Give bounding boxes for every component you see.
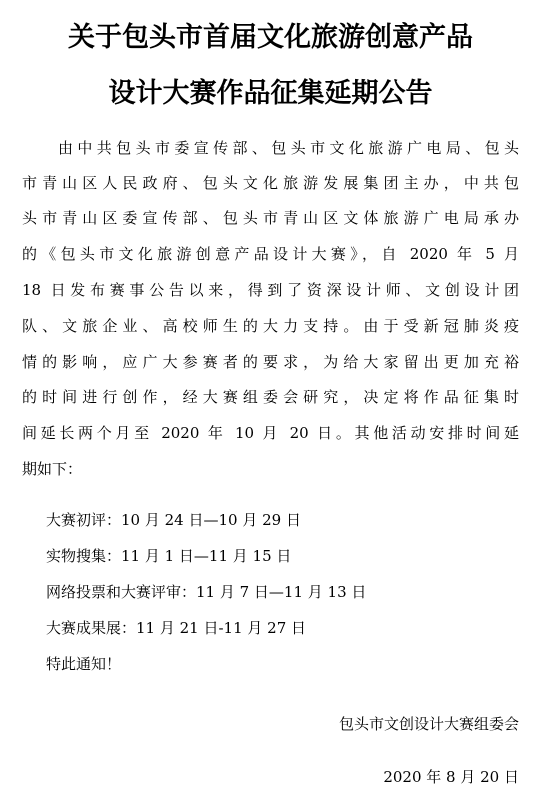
body-paragraph-line: 由中共包头市委宣传部、包头市文化旅游广电局、包头	[58, 139, 519, 157]
body-paragraph-line: 头市青山区委宣传部、包头市青山区文体旅游广电局承办	[22, 209, 519, 227]
schedule-item: 实物搜集：11 月 1 日—11 月 15 日	[46, 547, 292, 565]
signature-organizer: 包头市文创设计大赛组委会	[338, 715, 519, 733]
body-paragraph-line: 队、文旅企业、高校师生的大力支持。由于受新冠肺炎疫	[22, 317, 519, 335]
signature-date: 2020 年 8 月 20 日	[383, 768, 519, 786]
title-line-1: 关于包头市首届文化旅游创意产品	[68, 22, 473, 53]
body-paragraph-line: 间延长两个月至 2020 年 10 月 20 日。其他活动安排时间延	[22, 424, 519, 442]
body-paragraph-line: 市青山区人民政府、包头文化旅游发展集团主办，中共包	[22, 174, 519, 192]
closing-notice: 特此通知！	[46, 655, 122, 673]
body-paragraph-line: 的《包头市文化旅游创意产品设计大赛》，自 2020 年 5 月	[22, 245, 519, 263]
schedule-item: 大赛成果展：11 月 21 日-11 月 27 日	[46, 619, 307, 637]
body-paragraph-line: 情的影响，应广大参赛者的要求，为给大家留出更加充裕	[22, 353, 519, 371]
body-paragraph-line: 18 日发布赛事公告以来，得到了资深设计师、文创设计团	[22, 281, 519, 299]
body-paragraph-line: 期如下：	[22, 460, 83, 478]
schedule-item: 大赛初评：10 月 24 日—10 月 29 日	[46, 511, 301, 529]
body-paragraph-line: 的时间进行创作，经大赛组委会研究，决定将作品征集时	[22, 388, 519, 406]
title-line-2: 设计大赛作品征集延期公告	[108, 78, 433, 109]
schedule-item: 网络投票和大赛评审：11 月 7 日—11 月 13 日	[46, 583, 367, 601]
